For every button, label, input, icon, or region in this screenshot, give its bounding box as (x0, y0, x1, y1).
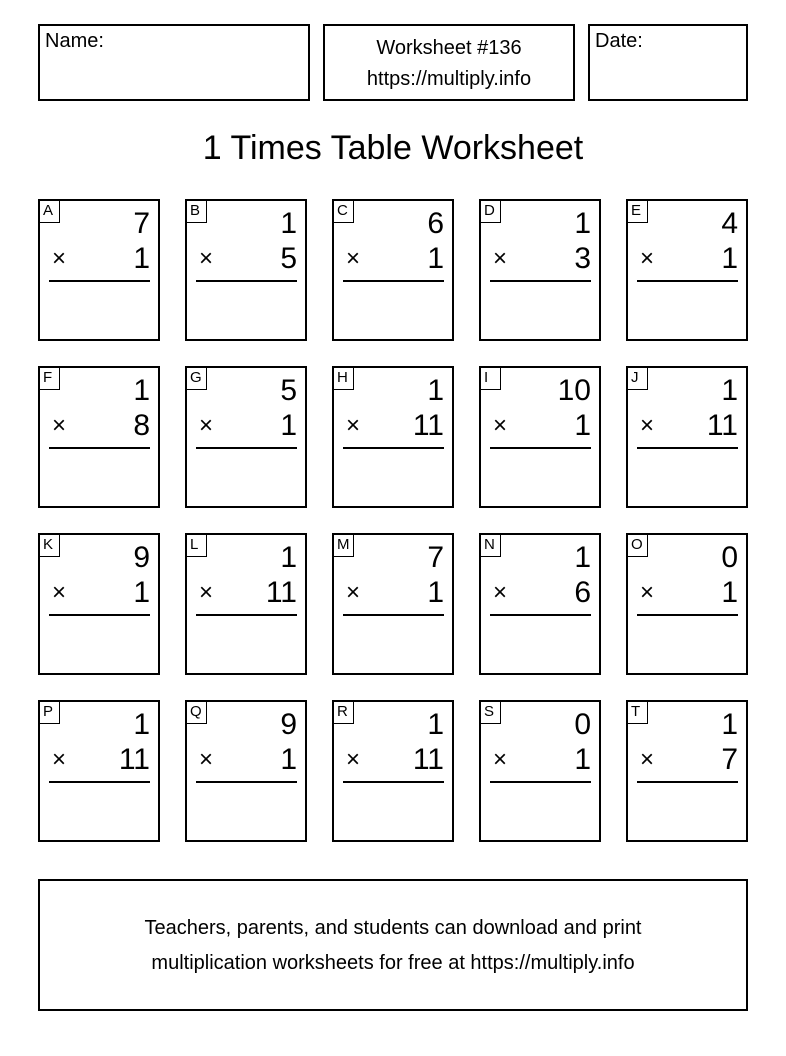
answer-rule (49, 614, 150, 616)
problem-card[interactable] (479, 700, 601, 842)
times-sign: × (199, 412, 214, 439)
problem-label: G (187, 368, 207, 390)
multiplier: 11 (706, 409, 738, 442)
times-sign: × (493, 746, 508, 773)
answer-rule (490, 614, 591, 616)
problem-card[interactable] (38, 533, 160, 675)
problem-label: A (40, 201, 60, 223)
date-label: Date: (595, 30, 643, 52)
problem-label: C (334, 201, 354, 223)
multiplicand: 7 (133, 207, 150, 240)
times-sign: × (346, 746, 361, 773)
multiplicand: 0 (721, 541, 738, 574)
multiplier: 11 (412, 743, 444, 776)
multiplicand: 4 (721, 207, 738, 240)
footer-text-line-1: Teachers, parents, and students can download and print (144, 917, 642, 939)
multiplier: 1 (133, 242, 150, 275)
problem-card[interactable] (332, 700, 454, 842)
multiplier: 1 (574, 743, 591, 776)
times-sign: × (640, 245, 655, 272)
name-field-box[interactable] (38, 24, 310, 101)
multiplicand: 1 (280, 207, 297, 240)
problem-card[interactable] (479, 366, 601, 508)
times-sign: × (52, 245, 67, 272)
problem-card[interactable] (332, 366, 454, 508)
times-sign: × (52, 579, 67, 606)
multiplier: 11 (412, 409, 444, 442)
times-sign: × (199, 746, 214, 773)
times-sign: × (640, 579, 655, 606)
problem-card[interactable] (626, 366, 748, 508)
multiplicand: 6 (427, 207, 444, 240)
problem-label: K (40, 535, 60, 557)
problem-label: O (628, 535, 648, 557)
answer-rule (343, 614, 444, 616)
answer-rule (196, 280, 297, 282)
times-sign: × (346, 579, 361, 606)
multiplier: 11 (265, 576, 297, 609)
multiplier: 5 (280, 242, 297, 275)
problem-card[interactable] (38, 700, 160, 842)
problem-label: R (334, 702, 354, 724)
problem-label: E (628, 201, 648, 223)
problem-label: I (481, 368, 501, 390)
multiplicand: 1 (280, 541, 297, 574)
problem-card[interactable] (626, 700, 748, 842)
multiplicand: 9 (280, 708, 297, 741)
answer-rule (637, 280, 738, 282)
multiplicand: 1 (721, 708, 738, 741)
times-sign: × (52, 412, 67, 439)
multiplicand: 1 (133, 708, 150, 741)
multiplier: 8 (133, 409, 150, 442)
problem-label: Q (187, 702, 207, 724)
problem-card[interactable] (38, 199, 160, 341)
problem-card[interactable] (626, 199, 748, 341)
multiplier: 1 (721, 576, 738, 609)
answer-rule (49, 781, 150, 783)
multiplicand: 1 (721, 374, 738, 407)
multiplier: 1 (280, 409, 297, 442)
multiplicand: 5 (280, 374, 297, 407)
answer-rule (490, 280, 591, 282)
multiplicand: 0 (574, 708, 591, 741)
answer-rule (343, 781, 444, 783)
problem-card[interactable] (332, 199, 454, 341)
answer-rule (490, 447, 591, 449)
problem-card[interactable] (479, 533, 601, 675)
multiplicand: 1 (574, 207, 591, 240)
problem-card[interactable] (185, 199, 307, 341)
answer-rule (343, 447, 444, 449)
answer-rule (343, 280, 444, 282)
problem-label: L (187, 535, 207, 557)
answer-rule (49, 280, 150, 282)
date-field-box[interactable] (588, 24, 748, 101)
times-sign: × (640, 746, 655, 773)
answer-rule (196, 781, 297, 783)
problem-label: N (481, 535, 501, 557)
problem-card[interactable] (185, 533, 307, 675)
problem-label: J (628, 368, 648, 390)
worksheet-number: Worksheet #136 (376, 37, 522, 59)
times-sign: × (52, 746, 67, 773)
multiplicand: 1 (133, 374, 150, 407)
multiplier: 1 (427, 242, 444, 275)
problem-label: D (481, 201, 501, 223)
worksheet-url: https://multiply.info (366, 68, 532, 90)
answer-rule (490, 781, 591, 783)
multiplier: 1 (574, 409, 591, 442)
name-label: Name: (45, 30, 104, 52)
problem-label: H (334, 368, 354, 390)
times-sign: × (346, 245, 361, 272)
problem-card[interactable] (479, 199, 601, 341)
multiplier: 1 (427, 576, 444, 609)
multiplier: 1 (133, 576, 150, 609)
problem-label: S (481, 702, 501, 724)
problem-label: T (628, 702, 648, 724)
multiplier: 1 (280, 743, 297, 776)
multiplier: 11 (118, 743, 150, 776)
answer-rule (637, 781, 738, 783)
times-sign: × (493, 412, 508, 439)
problem-label: P (40, 702, 60, 724)
multiplicand: 1 (427, 708, 444, 741)
answer-rule (637, 447, 738, 449)
problem-label: F (40, 368, 60, 390)
multiplicand: 9 (133, 541, 150, 574)
multiplier: 1 (721, 242, 738, 275)
multiplier: 6 (574, 576, 591, 609)
multiplicand: 7 (427, 541, 444, 574)
problem-card[interactable] (626, 533, 748, 675)
answer-rule (196, 447, 297, 449)
answer-rule (196, 614, 297, 616)
answer-rule (637, 614, 738, 616)
problem-card[interactable] (332, 533, 454, 675)
problem-card[interactable] (38, 366, 160, 508)
answer-rule (49, 447, 150, 449)
times-sign: × (199, 245, 214, 272)
problem-card[interactable] (185, 366, 307, 508)
problem-card[interactable] (185, 700, 307, 842)
problem-label: B (187, 201, 207, 223)
times-sign: × (199, 579, 214, 606)
times-sign: × (493, 579, 508, 606)
times-sign: × (640, 412, 655, 439)
page-title: 1 Times Table Worksheet (202, 129, 584, 167)
times-sign: × (346, 412, 361, 439)
worksheet-info-box (323, 24, 575, 101)
multiplicand: 1 (427, 374, 444, 407)
multiplier: 7 (721, 743, 738, 776)
multiplier: 3 (574, 242, 591, 275)
footer-text-line-2: multiplication worksheets for free at https://multiply.info (151, 952, 635, 974)
footer-box (38, 879, 748, 1011)
times-sign: × (493, 245, 508, 272)
multiplicand: 1 (574, 541, 591, 574)
multiplicand: 10 (557, 374, 591, 407)
problem-label: M (334, 535, 354, 557)
